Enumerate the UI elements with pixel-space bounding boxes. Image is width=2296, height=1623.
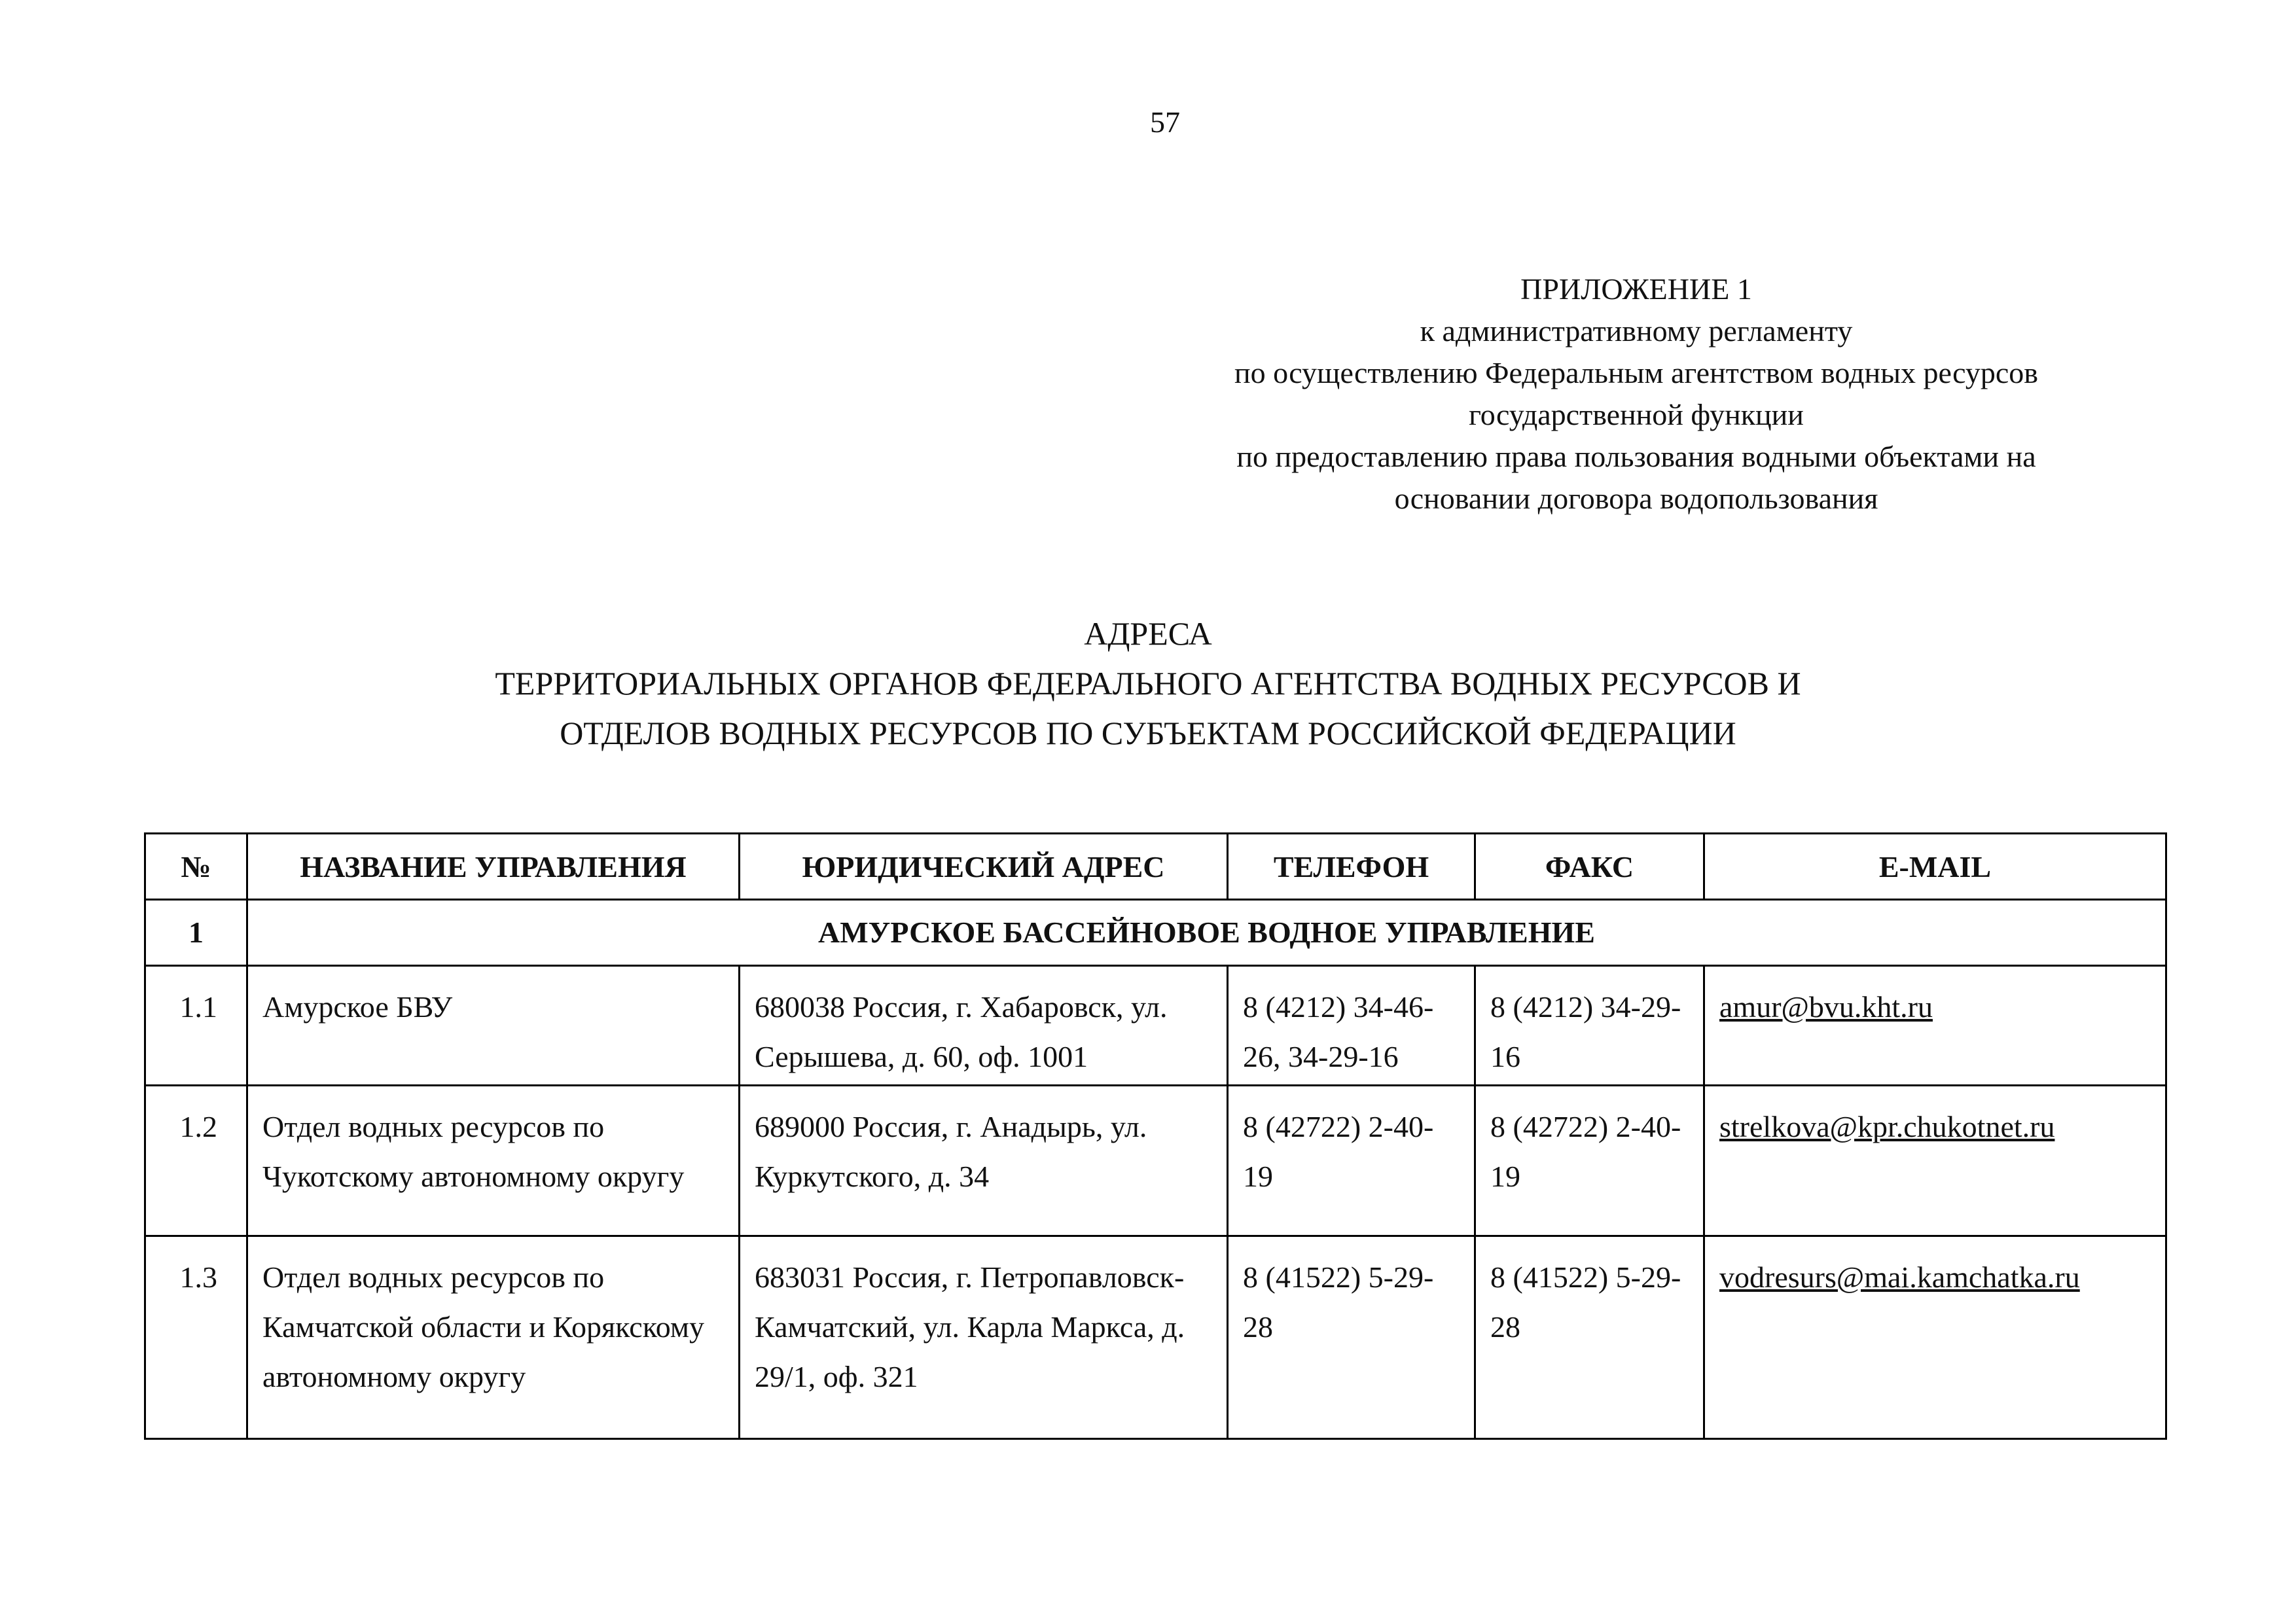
- row-email-cell: [1704, 1236, 2166, 1439]
- header-phone: ТЕЛЕФОН: [1228, 834, 1475, 900]
- header-email: E-MAIL: [1704, 834, 2166, 900]
- title-line: ТЕРРИТОРИАЛЬНЫХ ОРГАНОВ ФЕДЕРАЛЬНОГО АГЕНТСТВА ВОДНЫХ РЕСУРСОВ И: [495, 665, 1801, 702]
- row-phone: 8 (41522) 5-29-28: [1228, 1236, 1475, 1439]
- row-number: 1.2: [145, 1086, 247, 1236]
- group-number: 1: [145, 900, 247, 966]
- document-title: [0, 609, 2296, 758]
- email-link[interactable]: strelkova@kpr.chukotnet.ru: [1719, 1110, 2055, 1143]
- row-name: Амурское БВУ: [247, 966, 740, 1086]
- annex-block: [1145, 268, 2127, 520]
- addresses-table: [144, 832, 2167, 1440]
- annex-line: к административному регламенту: [1420, 314, 1853, 348]
- title-line: АДРЕСА: [1084, 615, 1212, 652]
- row-fax: 8 (41522) 5-29-28: [1475, 1236, 1704, 1439]
- row-number: 1.3: [145, 1236, 247, 1439]
- row-address: 680038 Россия, г. Хабаровск, ул. Серышева, д. 60, оф. 1001: [740, 966, 1228, 1086]
- page-number: 57: [1150, 105, 1180, 139]
- group-name: АМУРСКОЕ БАССЕЙНОВОЕ ВОДНОЕ УПРАВЛЕНИЕ: [247, 900, 2166, 966]
- title-line: ОТДЕЛОВ ВОДНЫХ РЕСУРСОВ ПО СУБЪЕКТАМ РОССИЙСКОЙ ФЕДЕРАЦИИ: [560, 715, 1736, 751]
- annex-line: по осуществлению Федеральным агентством водных ресурсов: [1234, 356, 2039, 389]
- row-fax: 8 (42722) 2-40-19: [1475, 1086, 1704, 1236]
- row-address: 683031 Россия, г. Петропавловск-Камчатский, ул. Карла Маркса, д. 29/1, оф. 321: [740, 1236, 1228, 1439]
- header-name: НАЗВАНИЕ УПРАВЛЕНИЯ: [247, 834, 740, 900]
- table-header-row: [145, 834, 2166, 900]
- row-number: 1.1: [145, 966, 247, 1086]
- annex-line: государственной функции: [1469, 398, 1804, 431]
- annex-line: основании договора водопользования: [1394, 482, 1878, 515]
- header-number: №: [145, 834, 247, 900]
- email-link[interactable]: amur@bvu.kht.ru: [1719, 990, 1933, 1024]
- row-phone: 8 (42722) 2-40-19: [1228, 1086, 1475, 1236]
- table-row: [145, 1086, 2166, 1236]
- table-row: [145, 1236, 2166, 1439]
- row-phone: 8 (4212) 34-46-26, 34-29-16: [1228, 966, 1475, 1086]
- annex-line: по предоставлению права пользования водными объектами на: [1236, 440, 2036, 473]
- row-email-cell: [1704, 966, 2166, 1086]
- table-row: [145, 966, 2166, 1086]
- row-email-cell: [1704, 1086, 2166, 1236]
- row-name: Отдел водных ресурсов по Чукотскому автономному округу: [247, 1086, 740, 1236]
- header-fax: ФАКС: [1475, 834, 1704, 900]
- row-name: Отдел водных ресурсов по Камчатской области и Корякскому автономному округу: [247, 1236, 740, 1439]
- email-link[interactable]: vodresurs@mai.kamchatka.ru: [1719, 1260, 2080, 1294]
- row-fax: 8 (4212) 34-29-16: [1475, 966, 1704, 1086]
- group-row: [145, 900, 2166, 966]
- row-address: 689000 Россия, г. Анадырь, ул. Куркутского, д. 34: [740, 1086, 1228, 1236]
- header-address: ЮРИДИЧЕСКИЙ АДРЕС: [740, 834, 1228, 900]
- annex-heading: ПРИЛОЖЕНИЕ 1: [1520, 272, 1752, 306]
